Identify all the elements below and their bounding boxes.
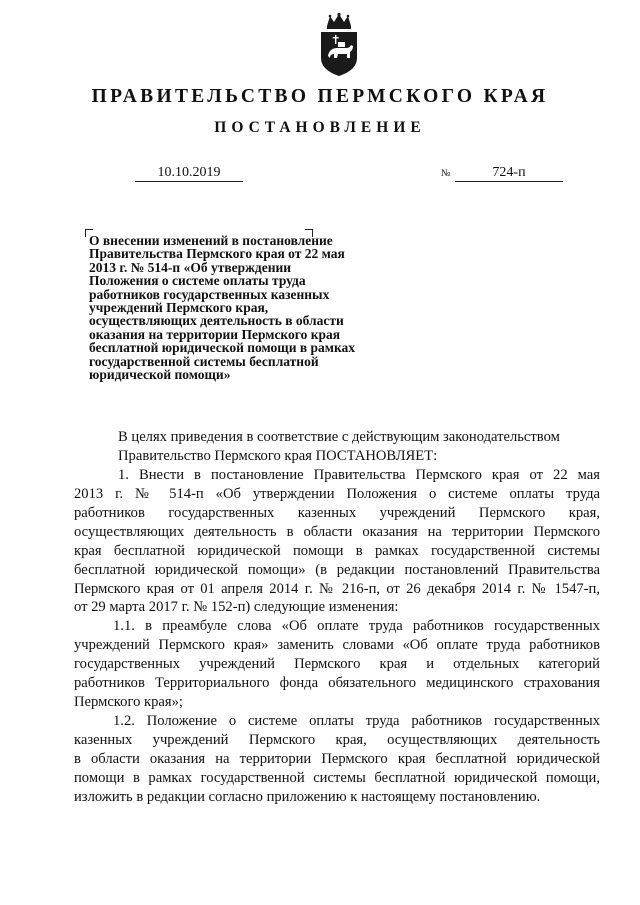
subject-line: бесплатной юридической помощи в рамках	[89, 340, 356, 356]
subject-line: учреждений Пермского края,	[89, 300, 269, 316]
body-line: 2013 г. № 514-п «Об утверждении Положения о системе оплаты труда	[74, 485, 600, 502]
document-number: 724-п	[455, 165, 563, 182]
number-sign: №	[441, 168, 451, 179]
body-line: 1.1. в преамбуле слова «Об оплате труда работников государственных	[113, 618, 600, 635]
body-line: Правительство Пермского края ПОСТАНОВЛЯЕТ:	[118, 447, 438, 464]
subject-line: Правительства Пермского края от 22 мая	[89, 246, 345, 262]
document-body	[74, 428, 600, 807]
body-line: государственных учреждений Пермского края и отдельных категорий	[74, 656, 600, 673]
body-line: В целях приведения в соответствие с действующим законодательством	[118, 429, 560, 445]
body-line: от 29 марта 2017 г. № 152-п) следующие изменения:	[74, 599, 399, 616]
subject-line: осуществляющих деятельность в области	[89, 313, 344, 329]
document-type: ПОСТАНОВЛЕНИЕ	[214, 119, 426, 136]
subject-line: 2013 г. № 514-п «Об утверждении	[89, 259, 292, 275]
subject-line: Положения о системе оплаты труда	[89, 273, 306, 289]
body-line: работников государственных казенных учреждений Пермского края,	[74, 504, 600, 521]
body-line: учреждений Пермского края» заменить словами «Об оплате труда работников	[74, 637, 600, 654]
body-line: работников Территориального фонда обязательного медицинского страхования	[74, 675, 600, 692]
body-line: в области оказания на территории Пермского края бесплатной юридической	[74, 750, 600, 767]
body-line: казенных учреждений Пермского края, осуществляющих деятельность	[74, 732, 600, 748]
body-line: бесплатной юридической помощи» (в редакции постановлений Правительства	[74, 561, 600, 578]
subject-line: юридической помощи»	[89, 367, 231, 383]
body-line: края бесплатной юридической помощи в рамках государственной системы	[74, 542, 600, 559]
body-line: 1.2. Положение о системе оплаты труда работников государственных	[113, 713, 600, 730]
subject-line: оказания на территории Пермского края	[89, 326, 341, 342]
subject-line: государственной системы бесплатной	[89, 353, 319, 369]
body-line: осуществляющих деятельность в области оказания на территории Пермского	[74, 523, 600, 540]
body-line: 1. Внести в постановление Правительства Пермского края от 22 мая	[118, 466, 600, 483]
subject-line: О внесении изменений в постановление	[89, 233, 333, 248]
body-line: Пермского края от 01 апреля 2014 г. № 216-п, от 26 декабря 2014 г. № 1547-п,	[74, 580, 600, 597]
government-title: ПРАВИТЕЛЬСТВО ПЕРМСКОГО КРАЯ	[91, 86, 549, 107]
body-line: Пермского края»;	[74, 694, 183, 711]
perm-krai-coat-of-arms-icon	[316, 12, 362, 78]
document-subject	[89, 234, 409, 381]
document-date: 10.10.2019	[135, 165, 243, 182]
body-line: изложить в редакции согласно приложению к настоящему постановлению.	[74, 788, 541, 805]
body-line: помощи в рамках государственной системы бесплатной юридической помощи,	[74, 769, 600, 786]
subject-line: работников государственных казенных	[89, 286, 330, 302]
